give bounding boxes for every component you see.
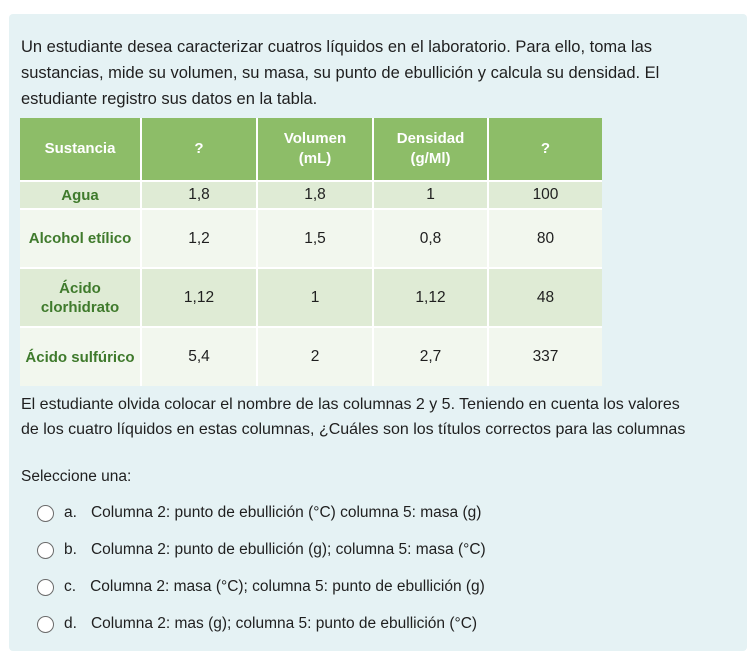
table-cell: 80 — [488, 209, 602, 268]
table-cell: 1,8 — [141, 181, 257, 209]
option-text: Columna 2: punto de ebullición (g); columna 5: masa (°C) — [90, 541, 486, 558]
answer-option-d[interactable] — [37, 614, 477, 634]
table-header-cell: Volumen (mL) — [257, 118, 373, 181]
table-row — [20, 181, 602, 209]
table-cell: 2 — [257, 327, 373, 386]
table-cell: 1,2 — [141, 209, 257, 268]
answer-option-c[interactable] — [37, 577, 485, 597]
table-cell: 1 — [373, 181, 488, 209]
option-letter: c. — [64, 578, 77, 595]
table-cell: 48 — [488, 268, 602, 327]
table-cell: 1,12 — [373, 268, 488, 327]
answer-option-a[interactable] — [37, 503, 481, 523]
table-cell: 1,12 — [141, 268, 257, 327]
table-cell: 1,8 — [257, 181, 373, 209]
table-cell: 1,5 — [257, 209, 373, 268]
answer-option-b[interactable] — [37, 540, 486, 560]
question-text — [21, 392, 747, 442]
substance-cell: Ácido sulfúrico — [20, 327, 141, 386]
table-cell: 0,8 — [373, 209, 488, 268]
table-cell: 337 — [488, 327, 602, 386]
table-header-cell: Sustancia — [20, 118, 141, 181]
table-header-cell: Densidad (g/Ml) — [373, 118, 488, 181]
option-letter: a. — [64, 504, 77, 521]
radio-button[interactable] — [37, 505, 54, 522]
table-row — [20, 209, 602, 268]
substance-cell: Agua — [20, 181, 141, 209]
radio-button[interactable] — [37, 542, 54, 559]
table-cell: 5,4 — [141, 327, 257, 386]
option-text: Columna 2: masa (°C); columna 5: punto de ebullición (g) — [90, 578, 485, 595]
question-intro: Un estudiante desea caracterizar cuatros líquidos en el laboratorio. Para ello, toma las sustancias, mide su volumen, su masa, su punto de ebullición y calcula su densidad. El estudiante registro sus datos en la tabla. — [21, 38, 660, 108]
substance-cell: Alcohol etílico — [20, 209, 141, 268]
data-table — [20, 118, 602, 386]
option-text: Columna 2: punto de ebullición (°C) columna 5: masa (g) — [90, 504, 482, 521]
radio-button[interactable] — [37, 579, 54, 596]
option-letter: b. — [64, 541, 77, 558]
table-cell: 100 — [488, 181, 602, 209]
substance-cell: Ácido clorhidrato — [20, 268, 141, 327]
table-row — [20, 327, 602, 386]
table-cell: 2,7 — [373, 327, 488, 386]
table-header-cell: ? — [488, 118, 602, 181]
option-text: Columna 2: mas (g); columna 5: punto de ebullición (°C) — [90, 615, 478, 632]
question-line: de los cuatro líquidos en estas columnas, ¿Cuáles son los títulos correctos para las columnas — [21, 421, 686, 438]
option-letter: d. — [64, 615, 77, 632]
radio-button[interactable] — [37, 616, 54, 633]
table-cell: 1 — [257, 268, 373, 327]
select-prompt: Seleccione una: — [21, 468, 132, 485]
table-header-cell: ? — [141, 118, 257, 181]
table-row — [20, 268, 602, 327]
table-header-row — [20, 118, 602, 181]
question-line: El estudiante olvida colocar el nombre de las columnas 2 y 5. Teniendo en cuenta los valores — [21, 396, 680, 413]
